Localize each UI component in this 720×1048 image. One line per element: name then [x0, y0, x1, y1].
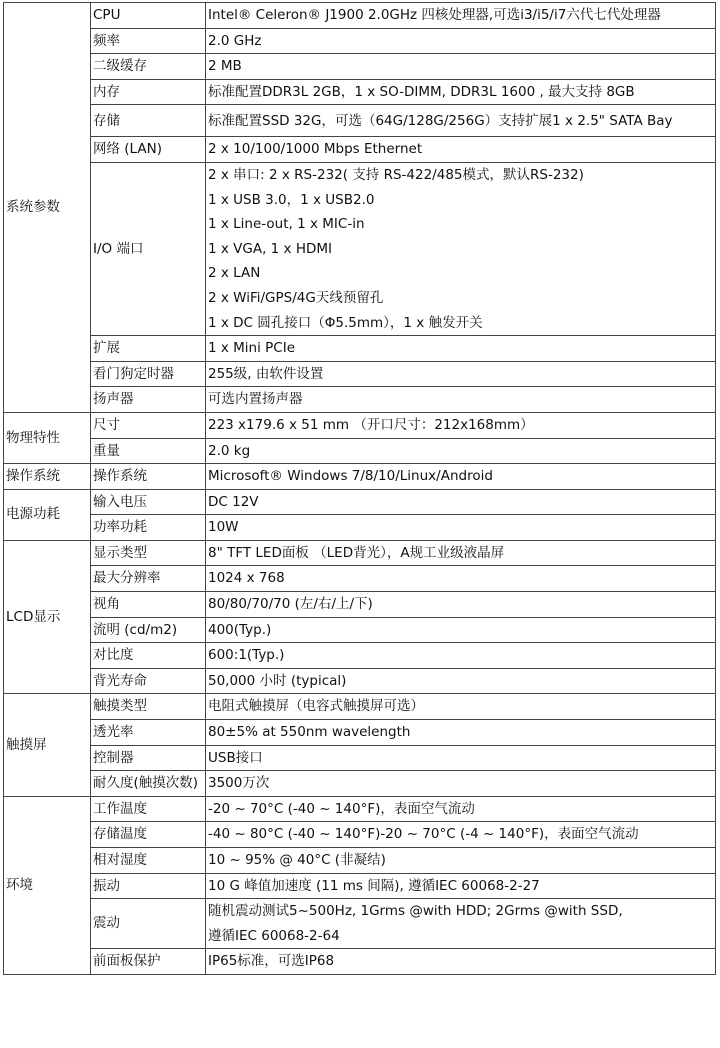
value-line: 电阻式触摸屏（电容式触摸屏可选） [208, 698, 424, 715]
item-cell: 最大分辨率 [91, 566, 206, 592]
table-row [4, 79, 716, 105]
table-row [4, 899, 716, 949]
item-cell: 透光率 [91, 720, 206, 746]
table-row [4, 489, 716, 515]
table-row [4, 949, 716, 975]
value-line: 可选内置扬声器 [208, 391, 303, 408]
value-line: -40 ~ 80°C (-40 ~ 140°F)-20 ~ 70°C (-4 ~ 140°F)，表面空气流动 [208, 826, 639, 843]
value-line: 255级, 由软件设置 [208, 365, 324, 382]
value-line: IP65标准，可选IP68 [208, 953, 335, 970]
value-line: 2 MB [208, 58, 242, 75]
value-cell [206, 79, 716, 105]
table-row [4, 515, 716, 541]
value-line: 1 x Line-out, 1 x MIC-in [208, 216, 365, 233]
table-row [4, 412, 716, 438]
value-cell [206, 899, 716, 949]
value-line: 2.0 GHz [208, 32, 262, 49]
item-cell: 二级缓存 [91, 54, 206, 80]
value-line: 1 x USB 3.0，1 x USB2.0 [208, 191, 375, 208]
value-line: 80±5% at 550nm wavelength [208, 724, 411, 741]
table-row [4, 566, 716, 592]
item-cell: 背光寿命 [91, 668, 206, 694]
value-line: 223 x179.6 x 51 mm （开口尺寸：212x168mm） [208, 416, 534, 433]
value-line: 2 x 串口: 2 x RS-232( 支持 RS-422/485模式，默认RS-232) [208, 166, 584, 183]
value-cell [206, 3, 716, 29]
value-line: DC 12V [208, 493, 259, 510]
table-row [4, 464, 716, 490]
category-cell: 物理特性 [4, 412, 91, 463]
value-line: 2 x 10/100/1000 Mbps Ethernet [208, 141, 423, 158]
value-line: 3500万次 [208, 775, 270, 792]
value-line: 50,000 小时 (typical) [208, 672, 347, 689]
value-line: 遵循IEC 60068-2-64 [208, 927, 340, 944]
value-line: 10 G 峰值加速度 (11 ms 间隔), 遵循IEC 60068-2-27 [208, 877, 540, 894]
item-cell: 震动 [91, 899, 206, 949]
value-cell [206, 771, 716, 797]
value-line: 80/80/70/70 (左/右/上/下) [208, 596, 373, 613]
table-row [4, 540, 716, 566]
item-cell: 前面板保护 [91, 949, 206, 975]
value-cell [206, 412, 716, 438]
value-cell [206, 643, 716, 669]
value-cell [206, 438, 716, 464]
value-line: Microsoft® Windows 7/8/10/Linux/Android [208, 468, 493, 485]
value-cell [206, 822, 716, 848]
table-row [4, 771, 716, 797]
value-line: 400(Typ.) [208, 621, 272, 638]
category-cell: 操作系统 [4, 464, 91, 490]
value-cell [206, 566, 716, 592]
value-line: USB接口 [208, 749, 263, 766]
value-cell [206, 694, 716, 720]
table-row [4, 438, 716, 464]
value-cell [206, 796, 716, 822]
value-line: 600:1(Typ.) [208, 647, 285, 664]
value-line: 2 x WiFi/GPS/4G天线预留孔 [208, 289, 384, 306]
value-line: Intel® Celeron® J1900 2.0GHz 四核处理器,可选i3/i5/i7六代七代处理器 [208, 7, 661, 23]
item-cell: 重量 [91, 438, 206, 464]
value-cell [206, 464, 716, 490]
table-row [4, 162, 716, 335]
table-row [4, 336, 716, 362]
value-cell [206, 745, 716, 771]
value-cell [206, 515, 716, 541]
table-row [4, 3, 716, 29]
value-cell [206, 387, 716, 413]
table-row [4, 54, 716, 80]
value-line: 10 ~ 95% @ 40°C (非凝结) [208, 852, 386, 868]
value-line: 随机震动测试5~500Hz, 1Grms @with HDD; 2Grms @with SSD, [208, 903, 623, 920]
item-cell: 网络 (LAN) [91, 137, 206, 163]
item-cell: 触摸类型 [91, 694, 206, 720]
item-cell: 功率功耗 [91, 515, 206, 541]
table-row [4, 137, 716, 163]
item-cell: 视角 [91, 592, 206, 618]
item-cell: 工作温度 [91, 796, 206, 822]
table-row [4, 848, 716, 874]
item-cell: 显示类型 [91, 540, 206, 566]
item-cell: 操作系统 [91, 464, 206, 490]
value-line: 1024 x 768 [208, 570, 285, 587]
item-cell: 输入电压 [91, 489, 206, 515]
value-line: -20 ~ 70°C (-40 ~ 140°F)，表面空气流动 [208, 800, 475, 817]
value-cell [206, 336, 716, 362]
category-cell: 触摸屏 [4, 694, 91, 796]
table-row [4, 592, 716, 618]
table-row [4, 694, 716, 720]
value-line: 1 x VGA, 1 x HDMI [208, 240, 333, 257]
value-cell [206, 28, 716, 54]
item-cell: 扬声器 [91, 387, 206, 413]
item-cell: 耐久度(触摸次数) [91, 771, 206, 797]
value-cell [206, 668, 716, 694]
spec-table [3, 2, 716, 975]
table-row [4, 617, 716, 643]
table-row [4, 105, 716, 137]
value-line: 10W [208, 519, 239, 536]
spec-table-body [4, 3, 716, 975]
item-cell: 看门狗定时器 [91, 361, 206, 387]
value-line: 标准配置SSD 32G，可选（64G/128G/256G）支持扩展1 x 2.5" SATA Bay [208, 112, 673, 129]
table-row [4, 822, 716, 848]
item-cell: 存储温度 [91, 822, 206, 848]
item-cell: 尺寸 [91, 412, 206, 438]
value-line: 1 x Mini PCIe [208, 340, 296, 357]
table-row [4, 745, 716, 771]
value-cell [206, 137, 716, 163]
item-cell: 存储 [91, 105, 206, 137]
item-cell: 扩展 [91, 336, 206, 362]
value-line: 1 x DC 圆孔接口（Φ5.5mm），1 x 触发开关 [208, 314, 483, 331]
value-cell [206, 848, 716, 874]
table-row [4, 668, 716, 694]
item-cell: 频率 [91, 28, 206, 54]
value-line: 2 x LAN [208, 265, 261, 282]
table-row [4, 361, 716, 387]
category-cell: 系统参数 [4, 3, 91, 413]
value-cell [206, 361, 716, 387]
item-cell: 控制器 [91, 745, 206, 771]
item-cell: 振动 [91, 873, 206, 899]
value-cell [206, 873, 716, 899]
value-cell [206, 54, 716, 80]
item-cell: CPU [91, 3, 206, 29]
value-cell [206, 592, 716, 618]
item-cell: I/O 端口 [91, 162, 206, 335]
value-cell [206, 617, 716, 643]
table-row [4, 873, 716, 899]
table-row [4, 720, 716, 746]
value-cell [206, 540, 716, 566]
category-cell: 电源功耗 [4, 489, 91, 540]
value-line: 8" TFT LED面板 （LED背光），A规工业级液晶屏 [208, 544, 505, 561]
item-cell: 内存 [91, 79, 206, 105]
value-line: 2.0 kg [208, 442, 251, 459]
table-row [4, 387, 716, 413]
value-cell [206, 949, 716, 975]
category-cell: 环境 [4, 796, 91, 974]
value-cell [206, 162, 716, 335]
table-row [4, 796, 716, 822]
item-cell: 相对湿度 [91, 848, 206, 874]
value-cell [206, 105, 716, 137]
item-cell: 流明 (cd/m2) [91, 617, 206, 643]
item-cell: 对比度 [91, 643, 206, 669]
value-cell [206, 720, 716, 746]
table-row [4, 28, 716, 54]
value-line: 标准配置DDR3L 2GB，1 x SO-DIMM, DDR3L 1600 , 最大支持 8GB [208, 83, 635, 100]
category-cell: LCD显示 [4, 540, 91, 694]
value-cell [206, 489, 716, 515]
table-row [4, 643, 716, 669]
